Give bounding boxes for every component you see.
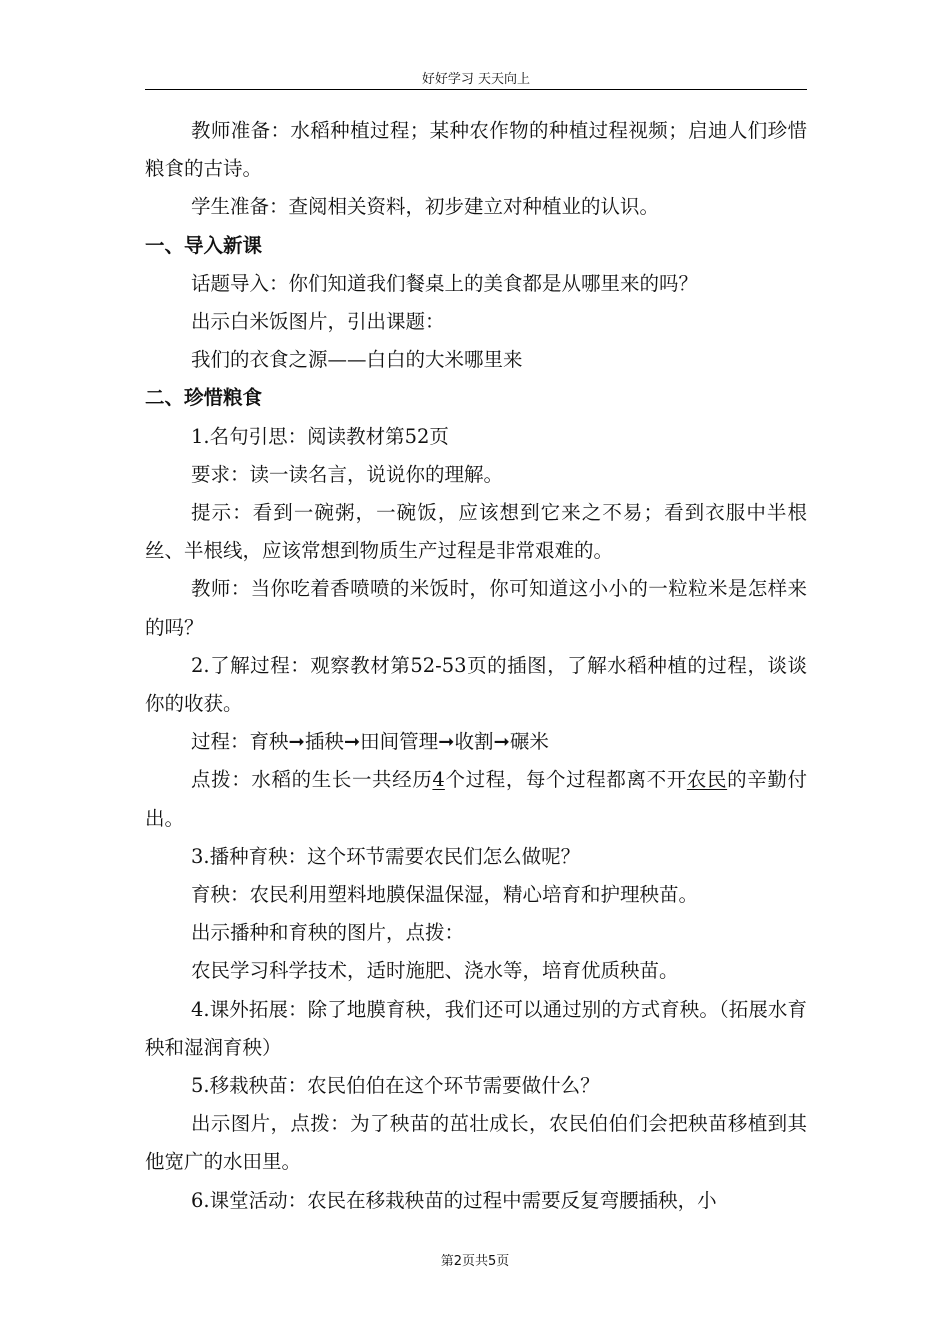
paragraph-process-steps: 过程：育秧➞插秧➞田间管理➞收割➞碾米: [191, 730, 549, 754]
paragraph-topic-intro: 话题导入：你们知道我们餐桌上的美食都是从哪里来的吗？: [191, 271, 699, 295]
paragraph-student-prep: 学生准备：查阅相关资料，初步建立对种植业的认识。: [191, 195, 660, 219]
paragraph-lesson-title: 我们的衣食之源——白白的大米哪里来: [191, 348, 523, 372]
paragraph-seedling: 育秧：农民利用塑料地膜保温保湿，精心培育和护理秧苗。: [191, 883, 699, 907]
paragraph-requirement: 要求：读一读名言，说说你的理解。: [191, 462, 504, 486]
paragraph-hint: 提示：看到一碗粥，一碗饭，应该想到它来之不易；看到衣服中半根丝、半根线，应该常想到物质生产过程是非常艰难的。: [145, 501, 807, 563]
paragraph-class-activity: 6.课堂活动：农民在移栽秧苗的过程中需要反复弯腰插秧，小: [191, 1188, 717, 1212]
paragraph-teacher-prep: 教师准备：水稻种植过程；某种农作物的种植过程视频；启迪人们珍惜粮食的古诗。: [145, 119, 807, 181]
guidance-text-3: 的辛勤付出。: [145, 768, 807, 830]
paragraph-sowing: 3.播种育秧：这个环节需要农民们怎么做呢？: [191, 844, 581, 868]
paragraph-understand-process: 2.了解过程：观察教材第52-53页的插图，了解水稻种植的过程，谈谈你的收获。: [145, 653, 807, 716]
page-footer: 第2页共5页: [440, 1254, 510, 1269]
paragraph-guidance: [145, 761, 807, 837]
paragraph-extension: 4.课外拓展：除了地膜育秧，我们还可以通过别的方式育秧。（拓展水育秧和湿润育秧）: [145, 997, 807, 1059]
paragraph-farmers-learn: 农民学习科学技术，适时施肥、浇水等，培育优质秧苗。: [191, 959, 679, 983]
header-divider: [145, 89, 807, 90]
paragraph-transplant: 5.移栽秧苗：农民伯伯在这个环节需要做什么？: [191, 1074, 600, 1098]
paragraph-show-sowing-pictures: 出示播种和育秧的图片，点拨：: [191, 921, 465, 945]
section-heading-1: 一、导入新课: [145, 233, 263, 257]
section-heading-2: 二、珍惜粮食: [145, 386, 263, 410]
page-header: 好好学习 天天向上: [421, 72, 531, 87]
paragraph-transplant-guidance: 出示图片，点拨：为了秧苗的茁壮成长，农民伯伯们会把秧苗移植到其他宽广的水田里。: [145, 1112, 807, 1174]
guidance-text-1: 点拨：水稻的生长一共经历: [191, 768, 433, 792]
guidance-blank-count: 4: [432, 768, 445, 792]
guidance-blank-farmers: 农民: [686, 768, 728, 792]
guidance-text-2: 个过程，每个过程都离不开: [444, 768, 687, 792]
paragraph-quote-reflection: 1.名句引思：阅读教材第52页: [191, 424, 449, 448]
document-body: [145, 112, 807, 1220]
paragraph-teacher-question: 教师：当你吃着香喷喷的米饭时，你可知道这小小的一粒粒米是怎样来的吗？: [145, 577, 807, 639]
paragraph-show-picture: 出示白米饭图片，引出课题：: [191, 310, 445, 334]
